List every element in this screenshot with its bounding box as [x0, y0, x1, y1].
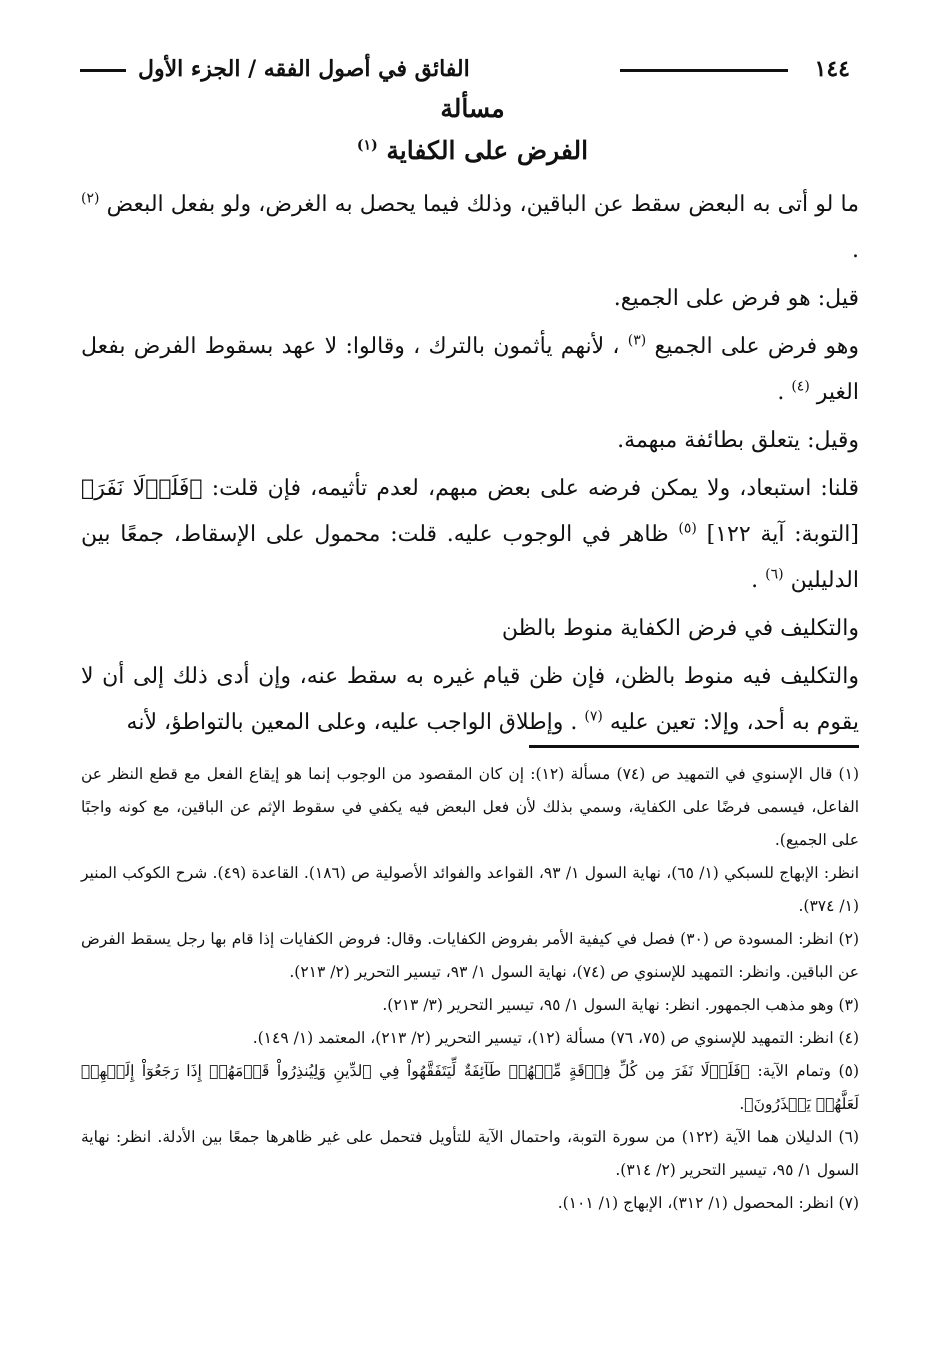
section-heading-text: مسألة — [440, 94, 505, 123]
punctuation: . — [751, 568, 759, 593]
footnote-ref: (٣) — [627, 332, 647, 349]
footnote: (٦) الدليلان هما الآية (١٢٢) من سورة التوبة، واحتمال الآية للتأويل فتحمل على غير ظاهرها جمعًا بين الأدلة. انظر: نهاية السول ١/ ٩٥، تيسير التحرير (٢/ ٣١٤). — [81, 1128, 859, 1179]
paragraph — [81, 418, 859, 464]
running-title: الفائق في أصول الفقه / الجزء الأول — [138, 56, 470, 82]
paragraph-text: وهو فرض على الجميع — [654, 334, 859, 359]
paragraph-text: قيل: هو فرض على الجميع. — [613, 286, 859, 311]
paragraph-text: ما لو أتى به البعض سقط عن الباقين، وذلك فيما يحصل به الغرض، ولو بفعل البعض — [106, 192, 859, 217]
section-subheading-text: الفرض على الكفاية — [386, 136, 589, 165]
footnote-ref: (٤) — [791, 378, 810, 395]
paragraph — [81, 654, 859, 746]
section-subheading — [0, 136, 945, 165]
paragraph — [81, 466, 859, 604]
main-text — [81, 182, 859, 748]
footnote: (٤) انظر: التمهيد للإسنوي ص (٧٥، ٧٦) مسألة (١٢)، تيسير التحرير (٢/ ٢١٣)، المعتمد (١/ ١٤٩). — [252, 1029, 859, 1047]
punctuation: . — [777, 380, 785, 405]
header-rule-right — [620, 69, 788, 72]
footnote: (٧) انظر: المحصول (١/ ٣١٢)، الإبهاج (١/ ١٠١). — [557, 1194, 859, 1212]
paragraph — [81, 606, 859, 652]
paragraph-text: ، لأنهم يأثمون بالترك ، وقالوا: لا عهد بسقوط الفرض بفعل الغير — [81, 334, 859, 405]
header-rule-left — [80, 69, 126, 72]
footnote-rule — [529, 745, 859, 748]
footnote: (٢) انظر: المسودة ص (٣٠) فصل في كيفية الأمر بفروض الكفايات. وقال: فروض الكفايات إذا قام بها رجل يسقط الفرض عن الباقين. وانظر: التمهيد للإسنوي ص (٧٤)، نهاية السول ١/ ٩٣، تيسير التحرير (٢/ ٢١٣). — [81, 930, 859, 981]
paragraph — [81, 276, 859, 322]
footnote-ref: (٧) — [584, 708, 603, 725]
footnote-ref: (٦) — [765, 566, 784, 583]
paragraph-text: قلنا: استبعاد، ولا يمكن فرضه على بعض مبهم، لعدم تأثيمه، فإن قلت: ﴿فَلَوۡلَا نَفَرَ﴾ [التوبة: آية ١٢٢] — [81, 476, 859, 547]
punctuation: . — [852, 238, 859, 263]
section-heading — [0, 94, 945, 123]
page-header — [80, 50, 850, 86]
paragraph-text: . وإطلاق الواجب عليه، وعلى المعين بالتواطؤ، لأنه — [126, 710, 578, 735]
paragraph — [81, 324, 859, 416]
paragraph — [81, 182, 859, 274]
footnote: (٥) وتمام الآية: ﴿فَلَوۡلَا نَفَرَ مِن كُلِّ فِرۡقَةٍ مِّنۡهُمۡ طَآئِفَةٌ لِّيَتَفَقَّهُواْ فِي ٱلدِّينِ وَلِيُنذِرُواْ قَوۡمَهُمۡ إِذَا رَجَعُوٓاْ إِلَيۡهِمۡ لَعَلَّهُمۡ يَحۡذَرُونَ﴾. — [81, 1062, 859, 1113]
footnote-ref: (١) — [356, 137, 378, 154]
footnote: (١) قال الإسنوي في التمهيد ص (٧٤) مسألة (١٢): إن كان المقصود من الوجوب إنما هو إيقاع الفعل مع قطع النظر عن الفاعل، فيسمى فرضًا على الكفاية، وسمي بذلك لأن فعل البعض فيه يكفي في سقوط الإثم عن الباقين، مع كونه واجبًا على الجميع). — [81, 765, 859, 849]
footnote-ref: (٥) — [678, 520, 697, 537]
paragraph-text: ظاهر في الوجوب عليه. قلت: محمول على الإسقاط، جمعًا بين الدليلين — [81, 522, 859, 593]
paragraph-text: والتكليف فيه منوط بالظن، فإن ظن قيام غيره به سقط عنه، وإن أدى ذلك إلى أن لا يقوم به أحد، وإلا: تعين عليه — [81, 664, 859, 735]
paragraph-text: وقيل: يتعلق بطائفة مبهمة. — [617, 428, 859, 453]
paragraph-text: والتكليف في فرض الكفاية منوط بالظن — [501, 616, 859, 641]
footnotes — [81, 758, 859, 1220]
footnote: انظر: الإبهاج للسبكي (١/ ٦٥)، نهاية السول ١/ ٩٣، القواعد والفوائد الأصولية ص (١٨٦). القاعدة (٤٩). شرح الكوكب المنير (١/ ٣٧٤). — [81, 864, 860, 915]
footnote-ref: (٢) — [81, 190, 100, 207]
footnote: (٣) وهو مذهب الجمهور. انظر: نهاية السول ١/ ٩٥، تيسير التحرير (٣/ ٢١٣). — [382, 996, 859, 1014]
page-number: ١٤٤ — [814, 56, 850, 82]
